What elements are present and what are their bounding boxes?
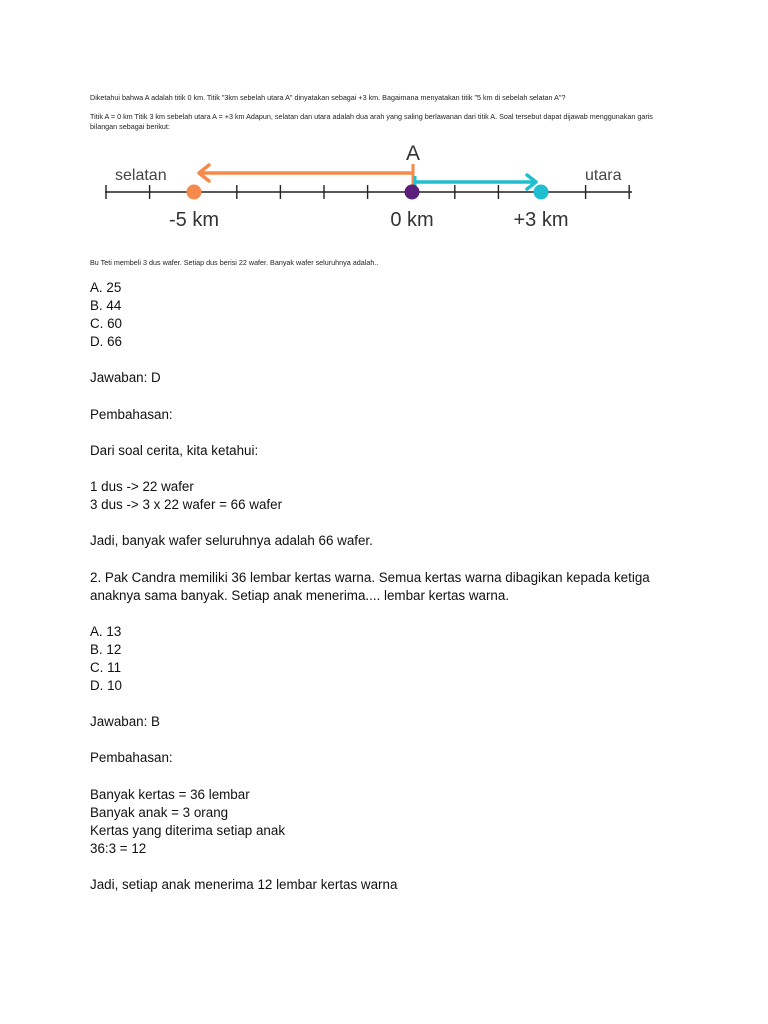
q1-discussion-line: Dari soal cerita, kita ketahui: (90, 442, 259, 458)
q1-discussion-line: 3 dus -> 3 x 22 wafer = 66 wafer (90, 497, 283, 513)
q1-option-d: D. 66 (90, 334, 123, 350)
q2-option-a: A. 13 (90, 623, 122, 639)
q2-option-b: B. 12 (90, 641, 122, 657)
q2-conclusion: Jadi, setiap anak menerima 12 lembar kertas warna (90, 877, 398, 893)
number-line-diagram (95, 140, 640, 240)
q1-conclusion: Jadi, banyak wafer seluruhnya adalah 66 wafer. (90, 533, 373, 549)
q1-answer: Jawaban: D (90, 370, 161, 386)
q2-answer: Jawaban: B (90, 714, 160, 730)
label-a: A (405, 142, 421, 165)
point-plus-3 (534, 185, 549, 200)
q2-discussion-line: Kertas yang diterima setiap anak (90, 822, 286, 838)
intro-paragraph-2: Titik A = 0 km Titik 3 km sebelah utara A = +3 km Adapun, selatan dan utara adalah dua arah yang saling berlawanan dari titik A. Soal tersebut dapat dijawab menggunakan garis bilangan sebagai berikut: (90, 112, 653, 131)
q2-discussion-line: Banyak anak = 3 orang (90, 804, 229, 820)
tick-label-zero: 0 km (390, 209, 434, 231)
tick-label-plus-3: +3 km (513, 209, 569, 231)
q2-discussion-title: Pembahasan: (90, 750, 173, 766)
question-body (90, 279, 690, 894)
q2-option-d: D. 10 (90, 678, 123, 694)
question-1-text: Bu Teti membeli 3 dus wafer. Setiap dus berisi 22 wafer. Banyak wafer seluruhnya adalah.. (90, 258, 379, 267)
q1-option-b: B. 44 (90, 298, 122, 314)
point-zero (405, 185, 420, 200)
q1-option-a: A. 25 (90, 280, 122, 295)
q2-option-c: C. 11 (90, 659, 122, 675)
label-north: utara (585, 167, 622, 184)
intro-paragraph-1: Diketahui bahwa A adalah titik 0 km. Titik "3km sebelah utara A" dinyatakan sebagai +3 km. Bagaimana menyatakan titik "5 km di sebelah selatan A"? (90, 93, 566, 102)
tick-label-minus-5: -5 km (169, 209, 219, 231)
q2-discussion-line: 36:3 = 12 (90, 840, 147, 856)
label-south: selatan (115, 167, 167, 184)
point-minus-5 (187, 185, 202, 200)
q1-discussion-line: 1 dus -> 22 wafer (90, 479, 194, 495)
q1-option-c: C. 60 (90, 316, 123, 332)
q2-discussion-line: Banyak kertas = 36 lembar (90, 786, 250, 802)
q1-discussion-title: Pembahasan: (90, 406, 173, 422)
q2-question: 2. Pak Candra memiliki 36 lembar kertas warna. Semua kertas warna dibagikan kepada ketiga anaknya sama banyak. Setiap anak menerima.... lembar kertas warna. (90, 569, 650, 603)
